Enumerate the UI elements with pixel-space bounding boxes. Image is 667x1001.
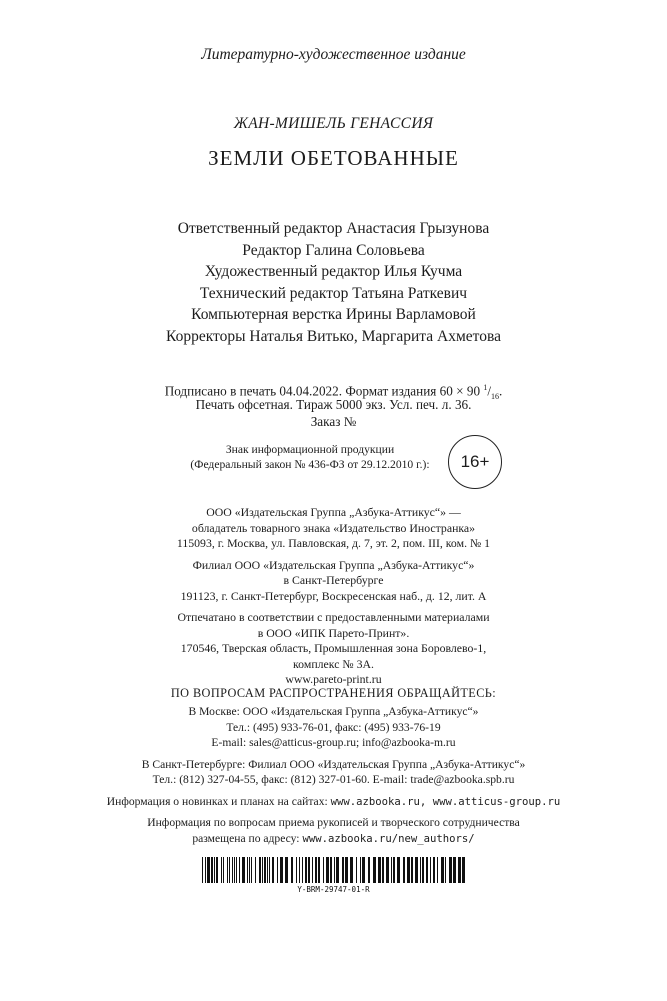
credit-line: Ответственный редактор Анастасия Грызунова [177,220,490,237]
moscow-line: В Москве: ООО «Издательская Группа „Азбука-Аттикус“» [188,705,479,718]
info-sign-line-1: Знак информационной продукции [225,443,395,456]
publisher-line: обладатель товарного знака «Издательство Иностранка» [191,520,476,535]
print-info-line-2: Печать офсетная. Тираж 5000 экз. Усл. печ. л. 36. [195,397,472,412]
age-rating-text: 16+ [460,452,490,471]
manuscripts-url: www.azbooka.ru/new_authors/ [302,832,475,845]
distribution-heading: ПО ВОПРОСАМ РАСПРОСТРАНЕНИЯ ОБРАЩАЙТЕСЬ: [170,686,497,700]
print-info-line-1: Подписано в печать 04.04.2022. Формат издания 60 × 90 $^1/_{16}$. [164,383,503,402]
info-sign-line-2: (Федеральный закон № 436-ФЗ от 29.12.2010 г.): [190,458,430,471]
distribution-block [0,686,667,846]
barcode [200,857,467,897]
printer-line: в ООО «ИПК Парето-Принт». [257,625,410,640]
age-rating-badge [448,435,502,489]
credit-line: Редактор Галина Соловьева [242,241,425,259]
publisher-line: 191123, г. Санкт-Петербург, Воскресенская наб., д. 12, лит. А [180,588,487,603]
format-fraction-denominator: 16 [491,392,500,402]
barcode-bars [200,857,467,883]
print-info-line-3: Заказ № [310,414,357,429]
manuscripts-line: Информация по вопросам приема рукописей и творческого сотрудничества [147,816,520,829]
printer-line: комплекс № 3А. [293,656,374,671]
publisher-block [0,505,667,688]
format-fraction-numerator: 1 [483,383,488,392]
spb-line: В Санкт-Петербурге: Филиал ООО «Издательская Группа „Азбука-Аттикус“» [141,757,526,771]
printer-line: Отпечатано в соответствии с предоставленными материалами [177,610,490,624]
publisher-line: 115093, г. Москва, ул. Павловская, д. 7, эт. 2, пом. III, ком. № 1 [176,536,491,550]
credit-line: Корректоры Наталья Витько, Маргарита Ахметова [166,327,501,345]
moscow-line: Тел.: (495) 933-76-01, факс: (495) 933-76-19 [226,720,441,734]
credit-line: Компьютерная верстка Ирины Варламовой [191,306,476,323]
manuscripts-url-line [0,831,667,847]
book-title: ЗЕМЛИ ОБЕТОВАННЫЕ [208,146,459,170]
genre-label: Литературно-художественное издание [201,46,466,63]
print-info-block [0,379,667,430]
news-info-prefix: Информация о новинках и планах на сайтах: [106,794,328,808]
spb-line: Тел.: (812) 327-04-55, факс: (812) 327-01-60. E-mail: trade@azbooka.spb.ru [152,773,515,786]
publisher-line: Филиал ООО «Издательская Группа „Азбука-Аттикус“» [192,557,475,572]
news-sites: www.azbooka.ru, www.atticus-group.ru [330,795,561,808]
print-format-text: Подписано в печать 04.04.2022. Формат издания 60 × 90 [164,383,481,399]
printer-line: 170546, Тверская область, Промышленная зона Боровлево-1, [180,641,487,655]
author-name: ЖАН-МИШЕЛЬ ГЕНАССИЯ [233,115,434,132]
manuscripts-prefix: размещена по адресу: [192,831,300,845]
publisher-line: ООО «Издательская Группа „Азбука-Аттикус“» — [206,505,461,519]
info-sign-block [150,442,470,472]
credits-block [0,218,667,347]
credit-line: Технический редактор Татьяна Раткевич [199,284,468,302]
barcode-text: Y-BRM-29747-01-R [297,885,370,894]
news-info-line [0,794,667,810]
moscow-line: E-mail: sales@atticus-group.ru; info@azbooka-m.ru [211,736,456,749]
printer-website: www.pareto-print.ru [285,672,382,686]
credit-line: Художественный редактор Илья Кучма [204,263,463,280]
publisher-line: в Санкт-Петербурге [283,573,384,587]
